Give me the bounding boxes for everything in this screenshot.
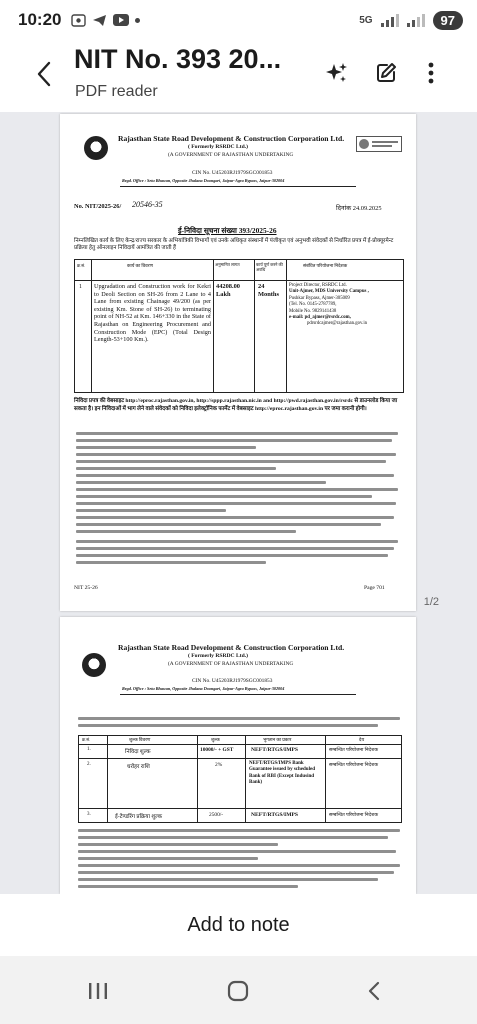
app-bar: [0, 40, 477, 112]
pdf-page-2: [60, 617, 416, 894]
notification-icons: [71, 14, 140, 27]
org-former: ( Formerly RSRDC Ltd.): [188, 144, 248, 150]
footer-page: Page 701: [364, 585, 385, 591]
org-former: ( Formerly RSRDC Ltd.): [188, 653, 248, 659]
org-name: Rajasthan State Road Development & Construction Corporation Ltd.: [118, 134, 345, 143]
back-button[interactable]: [30, 58, 58, 90]
status-time: 10:20: [18, 10, 62, 29]
pd-line: e-mail: pd_ajmer@rsrdc.com,: [289, 315, 351, 321]
fee-th-fee: शुल्क: [211, 737, 220, 742]
fee-row-mode: NEFT/RTGS/IMPS Bank Guarantee issued by scheduled Bank of RBI (Except Indusind Bank): [249, 761, 315, 786]
fee-row-sno: 1.: [87, 747, 91, 752]
th-period: कार्य पूर्ण करने की अवधि: [256, 262, 283, 272]
fee-th-mode: भुगतान का प्रकार: [263, 737, 292, 742]
header-divider: [120, 694, 356, 695]
org-govt: (A GOVERNMENT OF RAJASTHAN UNDERTAKING: [168, 661, 294, 667]
regd-office: Regd. Office : Setu Bhawan, Opposite Jhalana Doongari, Jaipur-Agra Bypass, Jaipur-302004: [122, 686, 285, 691]
org-govt: (A GOVERNMENT OF RAJASTHAN UNDERTAKING: [168, 152, 294, 158]
fee-row-payee: सम्बन्धित परियोजना निदेशक: [329, 763, 379, 768]
nit-handwritten: 20546-35: [132, 200, 163, 209]
org-name: Rajasthan State Road Development & Construction Corporation Ltd.: [118, 643, 345, 652]
more-vert-icon: [428, 62, 434, 84]
footer-nit: NIT 25-26: [74, 585, 98, 591]
back-icon: [367, 980, 381, 1002]
works-table: [74, 259, 404, 393]
fee-th-sno: क्र.सं.: [82, 737, 91, 742]
dot-icon: [135, 18, 140, 23]
fee-row-mode: NEFT/RTGS/IMPS: [251, 812, 299, 818]
sparkle-icon: [325, 61, 349, 85]
status-bar: [0, 0, 477, 40]
home-button[interactable]: [226, 980, 250, 1002]
home-icon: [227, 980, 249, 1002]
website-note: निविदा प्रपत्र की वेबसाइट http://eproc.rajasthan.gov.in, http://sppp.rajasthan.nic.in and http://pwd.rajasthan.gov.in/rsrdc से डाउनलोड किया जा सकता है। इन निविदाओं में भाग लेने वाले संवेदकों को निविदा इलेक्ट्रॉनिक फार्मेट में वेबसाइट http://eproc.rajasthan.gov.in पर जमा करानी होगी।: [74, 398, 398, 412]
th-work: कार्य का विवरण: [127, 263, 153, 268]
fee-th-desc: शुल्क विवरण: [129, 737, 151, 742]
more-options-button[interactable]: [416, 58, 446, 88]
fee-row-mode: NEFT/RTGS/IMPS: [251, 747, 299, 753]
fee-row-fee: 2%: [215, 762, 223, 768]
fee-table: [78, 735, 402, 823]
rsrdc-logo: [84, 136, 108, 160]
back-arrow-icon: [36, 60, 52, 88]
certification-stamp: [356, 136, 402, 152]
pd-line: pdrsrdcajmer@rajasthan.gov.in: [307, 321, 368, 327]
fee-row-desc: निविदा शुल्क: [125, 749, 151, 755]
cin-number: CIN No. U45203RJ1979SGC001853: [192, 678, 273, 684]
ai-button[interactable]: [322, 58, 352, 88]
system-nav-bar: [0, 956, 477, 1024]
fee-row-sno: 3.: [87, 812, 91, 817]
screen-record-icon: [71, 14, 86, 27]
document-title: NIT No. 393 20...: [74, 44, 282, 74]
pd-line: Pushkar Bypass, Ajmer-305009: [289, 295, 350, 301]
fee-row-fee: 10000/- + GST: [200, 747, 234, 753]
fee-row-fee: 2500/-: [209, 812, 224, 818]
fee-row-payee: सम्बन्धित परियोजना निदेशक: [329, 748, 379, 753]
pd-line: (Tel. No. 0145-2787789,: [289, 302, 337, 308]
cin-number: CIN No. U45203RJ1979SGC001853: [192, 170, 273, 176]
app-subtitle: PDF reader: [75, 83, 158, 100]
pdf-page-1: [60, 114, 416, 611]
regd-office: Regd. Office : Setu Bhawan, Opposite Jhalana Doongari, Jaipur-Agra Bypass, Jaipur-302004: [122, 178, 285, 183]
th-cost: अनुमानित लागत: [215, 262, 240, 267]
row-sno: 1: [79, 284, 82, 290]
recents-icon: [87, 981, 109, 1001]
system-back-button[interactable]: [362, 980, 386, 1002]
nit-intro: निम्नलिखित कार्य के लिए केन्द्र/राज्य सरकार के अभियांत्रिकी विभागों एवं उनके अधिकृत संस्थानों में पंजीकृत एवं अनुभवी संवेदकों से निर्धारित प्रपत्र में ई-प्रोक्यूरमेन्ट प्रक्रिया हेतु ऑनलाइन निविदायें आमंत्रित की जाती हैं: [74, 238, 394, 252]
th-sno: क्र.सं.: [77, 263, 86, 268]
nit-date: दिनांक 24.09.2025: [336, 205, 382, 212]
add-to-note-button[interactable]: [0, 894, 477, 956]
youtube-icon: [113, 14, 129, 26]
edit-button[interactable]: [371, 58, 401, 88]
signal-icon: [381, 13, 399, 27]
rsrdc-logo: [82, 653, 106, 677]
fee-row-sno: 2.: [87, 762, 91, 767]
pd-line: Unit-Ajmer, MDS University Campus ,: [289, 289, 369, 295]
page-indicator: 1/2: [423, 596, 439, 608]
th-pd: संबंधित परियोजना निदेशक: [303, 263, 348, 268]
pdf-viewer[interactable]: [0, 112, 477, 894]
telegram-icon: [92, 14, 107, 27]
row-cost: 44208.00 Lakh: [216, 283, 240, 298]
fee-row-desc: ई-टेण्डरिंग प्रक्रिया शुल्क: [115, 814, 163, 820]
add-to-note-label: Add to note: [187, 913, 290, 936]
edit-icon: [374, 61, 398, 85]
row-work-description: Upgradation and Construction work for Kekri to Deoli Section on SH-26 from 2 Lane to 4 Lane from existing Chainage 49/200 (as per existing Km. Stone of SH-26) to terminating point of NH-52 at Km. 146+330 in the State of Rajasthan on Engineering Procurement and Construction Mode (EPC) (Total Design Length-53+100 Km.).: [94, 283, 211, 344]
header-divider: [120, 186, 356, 187]
fee-row-desc: धरोहर राशि: [127, 764, 150, 770]
pd-line: Mobile No. 9829141438: [289, 308, 337, 314]
row-period: 24 Months: [258, 283, 279, 298]
battery-indicator: 97: [433, 11, 463, 30]
fee-row-payee: सम्बन्धित परियोजना निदेशक: [329, 813, 379, 818]
row-project-director: [289, 283, 403, 328]
pd-line: Project Director, RSRDC Ltd.: [289, 283, 347, 288]
signal-icon-2: [407, 13, 425, 27]
nit-heading: ई-निविदा सूचना संख्या 393/2025-26: [178, 226, 277, 235]
recents-button[interactable]: [86, 980, 110, 1002]
nit-number: No. NIT/2025-26/: [74, 203, 122, 210]
fee-th-payee: देय: [359, 737, 365, 742]
network-type: 5G: [359, 14, 373, 26]
